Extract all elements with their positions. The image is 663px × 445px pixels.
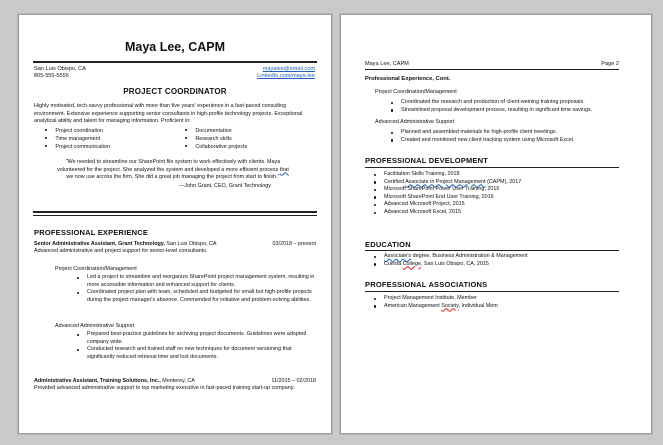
- list-item: Prepared best-practice guidelines for archiving project documents. Guidelines were adopted company wide.: [77, 331, 315, 346]
- contact-linkedin-link[interactable]: LinkedIn.com/maya-lee: [257, 73, 315, 79]
- education-list: [374, 253, 634, 268]
- list-item: Facilitation Skills Training, 2018: [374, 171, 634, 179]
- job-entry: Senior Administrative Assistant, Grant Technology, San Luis Obispo, CA 03/2018 – present Advanced administrative and project support for senior-level consultants.: [34, 241, 316, 255]
- header-divider: [365, 69, 619, 70]
- contact-phone: 805-555-5555: [34, 73, 69, 79]
- list-item: Advanced Microsoft Excel, 2015: [374, 209, 634, 217]
- list-item: American Management Society, Individual Mem: [374, 303, 634, 311]
- development-list: [374, 171, 634, 217]
- resume-page-1: [18, 14, 332, 434]
- job-entry: Administrative Assistant, Training Solutions, Inc., Monterey, CA 11/2015 – 02/2018 Provided advanced administrative support to top marketing executive in fast-paced training start-up company.: [34, 378, 316, 392]
- skill-item: Project coordination: [45, 127, 110, 135]
- skills-list: [45, 127, 305, 153]
- candidate-name: Maya Lee, CAPM: [124, 40, 226, 54]
- development-heading: PROFESSIONAL DEVELOPMENT: [365, 156, 489, 165]
- list-item: Led a project to streamline and reorganize SharePoint project management system, resulting in more accessible information and enhanced support for clients.: [77, 274, 315, 289]
- skill-item: Time management: [45, 135, 110, 143]
- section-divider-thin: [33, 215, 317, 216]
- list-item: Coordinated the research and production of client-weining training proposals.: [391, 99, 641, 107]
- job-summary: Provided advanced administrative support to top marketing executive in fast-paced training start-up company.: [34, 385, 295, 392]
- associations-heading: PROFESSIONAL ASSOCIATIONS: [365, 280, 488, 289]
- job-subheading: Project Coordination/Management: [55, 266, 137, 272]
- list-item: Advanced Microsoft Project, 2015: [374, 201, 634, 209]
- list-item: Project Management Institute, Member: [374, 295, 634, 303]
- experience-cont-heading: Professional Experience, Cont.: [365, 76, 451, 82]
- job-bullets: [77, 331, 315, 361]
- job-bullets: [77, 274, 315, 304]
- section-divider: [33, 211, 317, 213]
- section-divider: [365, 291, 619, 292]
- job-dates: 11/2015 – 02/2018: [271, 378, 316, 384]
- list-item: Associate's degree, Business Administration & Management: [374, 253, 634, 261]
- page-number: Page 2: [601, 61, 619, 67]
- list-item: Certified Associate in Project Management (CAPM), 2017: [374, 179, 634, 187]
- contact-email-link[interactable]: mayalee@email.com: [262, 66, 315, 72]
- skill-item: Collaborative projects: [185, 143, 247, 151]
- list-item: Planned and assembled materials for high-profile client meetings.: [391, 129, 641, 137]
- skill-item: Research skills: [185, 135, 247, 143]
- resume-page-2: [340, 14, 652, 434]
- experience-heading: PROFESSIONAL EXPERIENCE: [34, 228, 149, 237]
- target-title: PROJECT COORDINATOR: [123, 87, 227, 96]
- job-subheading: Project Coordination/Management: [375, 89, 457, 95]
- list-item: Cuesta College, San Luis Obispo, CA, 2015: [374, 261, 634, 269]
- skill-item: Project communication: [45, 143, 110, 151]
- job-subheading: Advanced Administrative Support: [55, 323, 135, 329]
- section-divider: [365, 250, 619, 251]
- job-summary: Advanced administrative and project support for senior-level consultants.: [34, 248, 208, 255]
- job-bullets: [391, 129, 641, 144]
- list-item: Coordinated project plan with team, scheduled and budgeted for small but high-profile projects during the project manager's absence. Commended for initiative and problem-solving abilities.: [77, 289, 315, 304]
- job-dates: 03/2018 – present: [272, 241, 316, 247]
- education-heading: EDUCATION: [365, 240, 411, 249]
- job-subheading: Advanced Administrative Support: [375, 119, 455, 125]
- testimonial-attribution: —John Grant, CEO, Grant Technology: [179, 183, 271, 189]
- list-item: Created and monitored new client tracking system using Microsoft Excel.: [391, 137, 641, 145]
- list-item: Microsoft SharePoint End User Training, 2016: [374, 194, 634, 202]
- list-item: Microsoft SharePoint Power User Training, 2016: [374, 186, 634, 194]
- section-divider: [365, 167, 619, 168]
- page-header: [365, 61, 619, 67]
- job-bullets: [391, 99, 641, 114]
- list-item: Conducted research and trained staff on new techniques for document versioning that significantly reduced retrieval time and lost documents.: [77, 346, 315, 361]
- list-item: Streamlined proposal development process, resulting in significant time savings.: [391, 107, 641, 115]
- associations-list: [374, 295, 634, 310]
- header-divider: [33, 61, 317, 63]
- testimonial-quote: "We needed to streamline our SharePoint file system to work effectively with clients. Maya volunteered for the project. She analyzed the system and developed a more efficient process that we now use across the firm. She did a great job managing the project from start to finish.": [57, 159, 289, 181]
- skill-item: Documentation: [185, 127, 247, 135]
- contact-location: San Luis Obispo, CA: [34, 66, 86, 72]
- summary-paragraph: Highly motivated, tech-savvy professional with more than five years' experience in a fast-paced consulting environment. Extensive experience supporting senior consultants in high-profile technology projects. Exceptional analytical ability and talent for managing information. Proficient in:: [34, 103, 303, 125]
- header-name: Maya Lee, CAPM: [365, 61, 409, 67]
